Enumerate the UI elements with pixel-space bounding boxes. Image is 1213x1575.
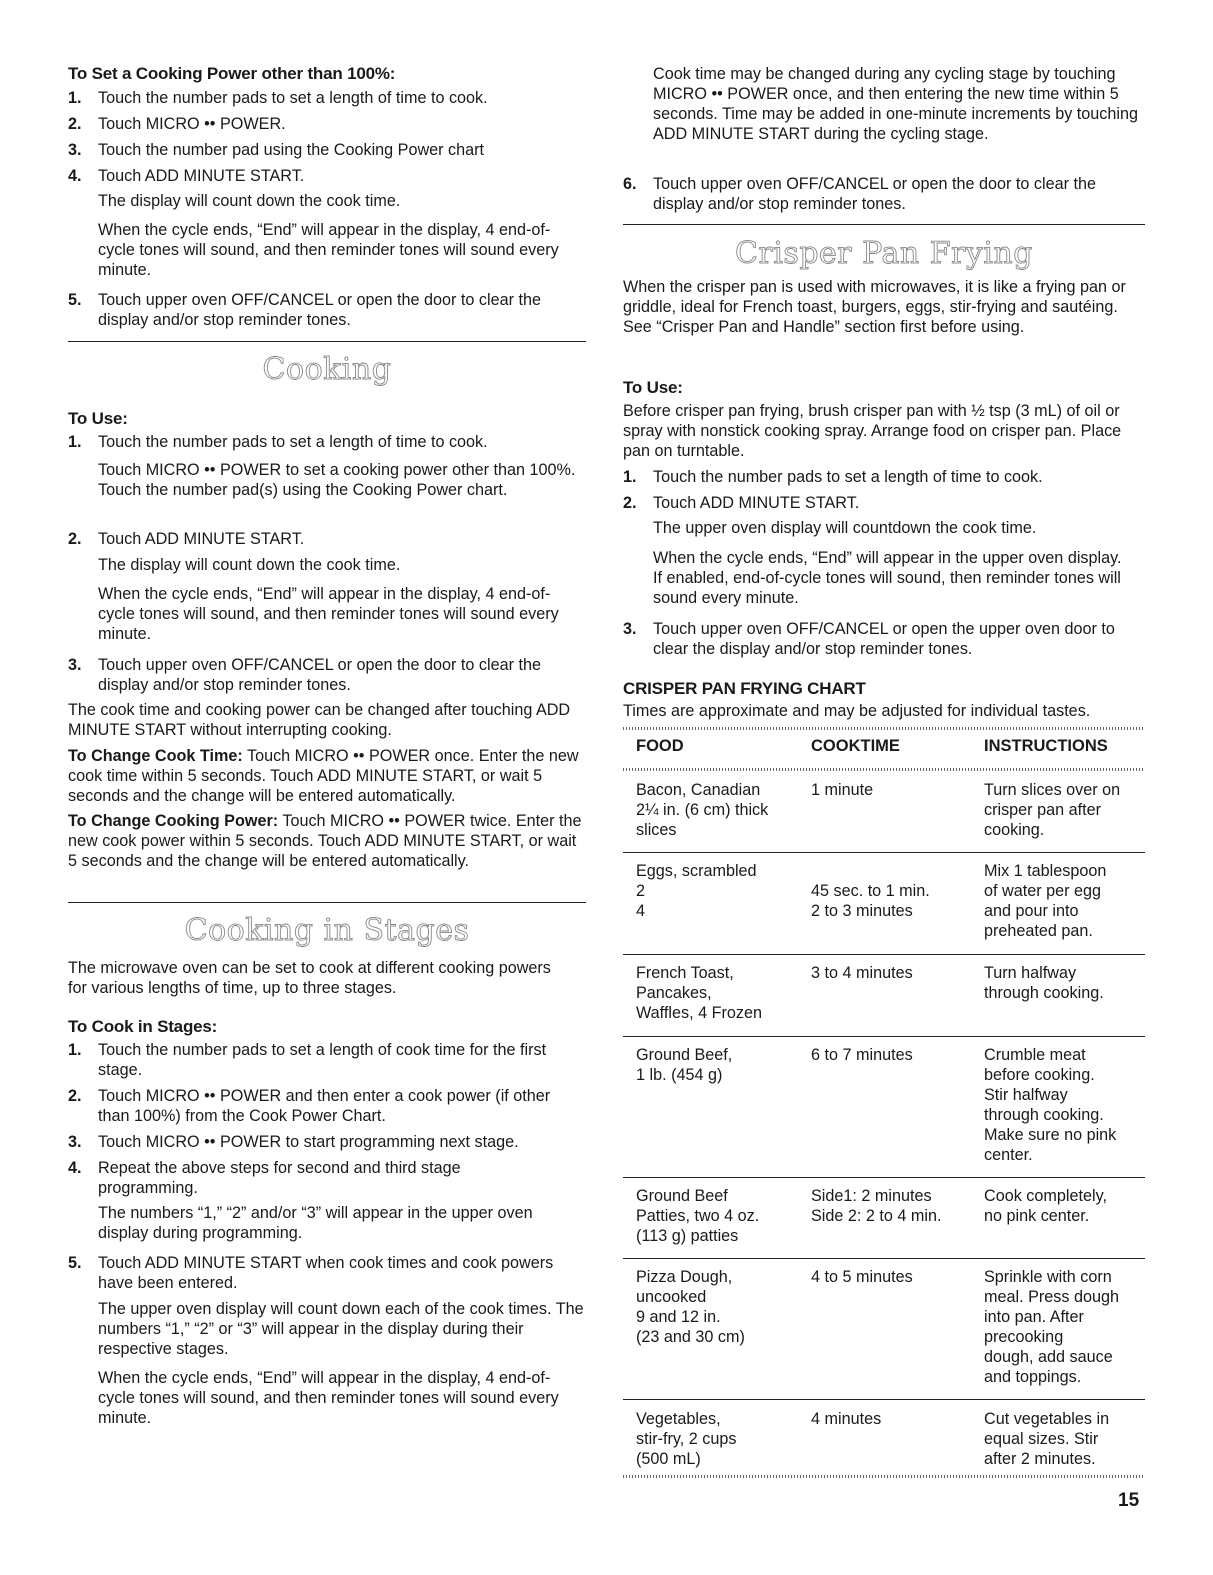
chart-note: Times are approximate and may be adjusted for individual tastes. — [623, 702, 1091, 720]
header-separator — [623, 768, 1145, 771]
step-note: The upper oven display will count down each of the cook times. The numbers “1,” “2” or “3” will appear in the display during their respective stages. — [98, 1300, 584, 1358]
step-note: The upper oven display will countdown the cook time. — [653, 519, 1037, 537]
chart-heading: CRISPER PAN FRYING CHART — [623, 679, 866, 698]
section-divider — [68, 341, 586, 342]
step-note: When the cycle ends, “End” will appear in the display, 4 end-of-cycle tones will sound, and then reminder tones will sound every minute. — [98, 1369, 559, 1427]
cell-food: Ground Beef, 1 lb. (454 g) — [636, 1046, 733, 1084]
cell-instructions: Cook completely, no pink center. — [984, 1187, 1107, 1225]
cooking-change-para: The cook time and cooking power can be changed after touching ADD MINUTE START without interrupting cooking. — [68, 701, 571, 739]
step-note: When the cycle ends, “End” will appear in the display, 4 end-of-cycle tones will sound, and then reminder tones will sound every minute. — [98, 585, 559, 643]
cook-in-stages-heading: To Cook in Stages: — [68, 1017, 218, 1036]
row-divider — [623, 852, 1145, 853]
stages-cont-para: Cook time may be changed during any cycling stage by touching MICRO •• POWER once, and then entering the new time within 5 seconds. Time may be added in one-minute increments by touching ADD MINUTE START during the cycling stage. — [653, 65, 1138, 143]
list-item: 4. Repeat the above steps for second and third stage programming. — [68, 1159, 461, 1197]
page-number: 15 — [1118, 1490, 1140, 1511]
cell-food: Bacon, Canadian 2¼ in. (6 cm) thick slices — [636, 781, 769, 839]
cell-instructions: Turn halfway through cooking. — [984, 964, 1104, 1002]
cooking-in-stages-section-title: Cooking in Stages — [184, 913, 470, 948]
step-note: The display will count down the cook time. — [98, 556, 401, 574]
cell-time: 1 minute — [811, 781, 874, 799]
cell-instructions: Crumble meat before cooking. Stir halfway through cooking. Make sure no pink center. — [984, 1046, 1117, 1164]
list-item: 3. Touch the number pad using the Cooking Power chart — [68, 141, 485, 159]
list-item: 5. Touch upper oven OFF/CANCEL or open the door to clear the display and/or stop reminder tones. — [68, 291, 541, 329]
table-bottom-border — [623, 1475, 1145, 1478]
row-divider — [623, 1399, 1145, 1400]
cell-instructions: Turn slices over on crisper pan after cooking. — [984, 781, 1121, 839]
cell-instructions: Mix 1 tablespoon of water per egg and pour into preheated pan. — [984, 862, 1107, 940]
change-cook-power-para: To Change Cooking Power: Touch MICRO •• POWER twice. Enter the new cook power within 5 seconds. Touch ADD MINUTE START, or wait 5 seconds and the change will be entered automatically. — [68, 812, 582, 870]
row-divider — [623, 1258, 1145, 1259]
cell-instructions: Sprinkle with corn meal. Press dough into pan. After precooking dough, add sauce and toppings. — [984, 1268, 1119, 1386]
crisper-prep-para: Before crisper pan frying, brush crisper pan with ½ tsp (3 mL) of oil or spray with nonstick cooking spray. Arrange food on crisper pan. Place pan on turntable. — [623, 402, 1122, 460]
cell-food: Ground Beef Patties, two 4 oz. (113 g) patties — [636, 1187, 760, 1245]
crisper-to-use-heading: To Use: — [623, 378, 683, 397]
list-item: 3. Touch upper oven OFF/CANCEL or open the door to clear the display and/or stop reminder tones. — [68, 656, 541, 694]
cell-time: 4 to 5 minutes — [811, 1268, 913, 1286]
step-note: The numbers “1,” “2” and/or “3” will appear in the upper oven display during programming. — [98, 1204, 533, 1242]
row-divider — [623, 954, 1145, 955]
cell-food: French Toast, Pancakes, Waffles, 4 Frozen — [636, 964, 762, 1022]
list-item: 6. Touch upper oven OFF/CANCEL or open the door to clear the display and/or stop reminder tones. — [623, 175, 1096, 213]
step-note: When the cycle ends, “End” will appear in the upper oven display. If enabled, end-of-cycle tones will sound, then reminder tones will sound every minute. — [653, 549, 1122, 607]
list-item: 3. Touch upper oven OFF/CANCEL or open the upper oven door to clear the display and/or stop reminder tones. — [623, 620, 1115, 658]
cell-time: 6 to 7 minutes — [811, 1046, 913, 1064]
cell-instructions: Cut vegetables in equal sizes. Stir after 2 minutes. — [984, 1410, 1110, 1468]
cooking-section-title: Cooking — [262, 352, 392, 387]
row-divider — [623, 1036, 1145, 1037]
step-note: The display will count down the cook time. — [98, 192, 401, 210]
list-item: 2. Touch MICRO •• POWER and then enter a cook power (if other than 100%) from the Cook Power Chart. — [68, 1087, 551, 1125]
list-item: 2. Touch ADD MINUTE START. — [623, 494, 860, 512]
cell-food: Pizza Dough, uncooked 9 and 12 in. (23 and 30 cm) — [636, 1268, 745, 1346]
section-divider — [68, 902, 586, 903]
column-header-cooktime: COOKTIME — [811, 737, 900, 755]
list-item: 2. Touch ADD MINUTE START. — [68, 530, 305, 548]
cell-time: 3 to 4 minutes — [811, 964, 913, 982]
cell-time: Side1: 2 minutes Side 2: 2 to 4 min. — [811, 1187, 942, 1225]
crisper-intro: When the crisper pan is used with microwaves, it is like a frying pan or griddle, ideal for French toast, burgers, eggs, stir-frying and sautéing. See “Crisper Pan and Handle” section first before using. — [623, 278, 1126, 336]
row-divider — [623, 1177, 1145, 1178]
change-cook-time-para: To Change Cook Time: Touch MICRO •• POWER once. Enter the new cook time within 5 seconds. Touch ADD MINUTE START, or wait 5 seconds and the change will be entered automatically. — [68, 747, 579, 805]
list-item: 5. Touch ADD MINUTE START when cook times and cook powers have been entered. — [68, 1254, 554, 1292]
list-item: 4. Touch ADD MINUTE START. — [68, 167, 305, 185]
list-item: 1. Touch the number pads to set a length of cook time for the first stage. — [68, 1041, 547, 1079]
column-header-food: FOOD — [636, 737, 684, 755]
cell-food: Eggs, scrambled 2 4 — [636, 862, 757, 920]
cell-time: 4 minutes — [811, 1410, 882, 1428]
list-item: 1. Touch the number pads to set a length of time to cook. — [68, 89, 488, 107]
column-header-instructions: INSTRUCTIONS — [984, 737, 1108, 755]
step-note: Touch MICRO •• POWER to set a cooking power other than 100%. Touch the number pad(s) using the Cooking Power chart. — [98, 461, 576, 499]
stages-intro: The microwave oven can be set to cook at different cooking powers for various lengths of time, up to three stages. — [68, 959, 551, 997]
table-top-border — [623, 727, 1145, 730]
cooking-to-use-heading: To Use: — [68, 409, 128, 428]
list-item: 1. Touch the number pads to set a length of time to cook. — [68, 433, 488, 451]
crisper-pan-frying-section-title: Crisper Pan Frying — [735, 236, 1033, 271]
step-note: When the cycle ends, “End” will appear in the display, 4 end-of-cycle tones will sound, and then reminder tones will sound every minute. — [98, 221, 559, 279]
set-power-heading: To Set a Cooking Power other than 100%: — [68, 64, 396, 83]
list-item: 2. Touch MICRO •• POWER. — [68, 115, 286, 133]
list-item: 1. Touch the number pads to set a length of time to cook. — [623, 468, 1043, 486]
cell-time: 45 sec. to 1 min. 2 to 3 minutes — [811, 882, 930, 920]
cell-food: Vegetables, stir-fry, 2 cups (500 mL) — [636, 1410, 737, 1468]
list-item: 3. Touch MICRO •• POWER to start programming next stage. — [68, 1133, 519, 1151]
section-divider — [623, 224, 1145, 225]
